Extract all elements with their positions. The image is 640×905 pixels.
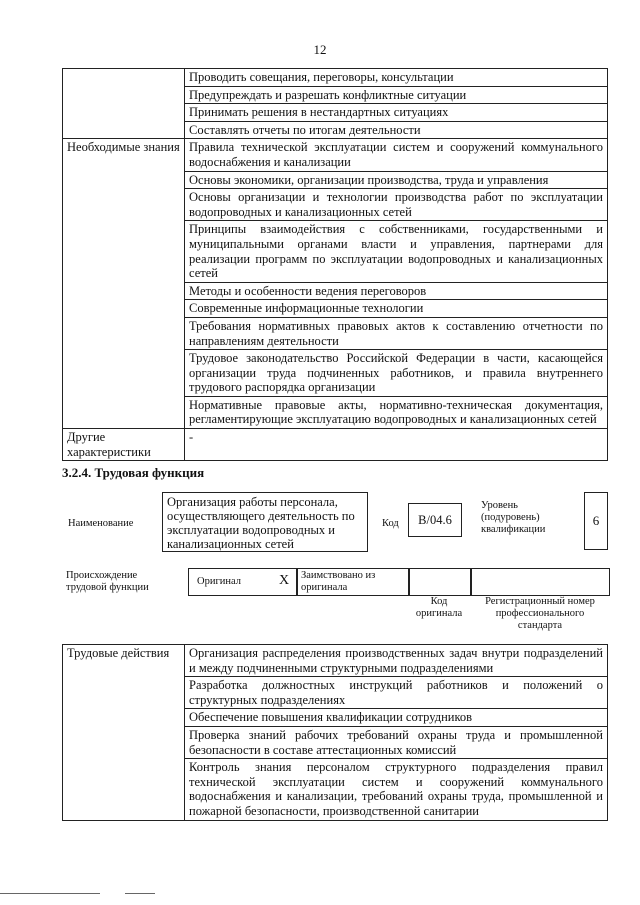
list-item: Составлять отчеты по итогам деятельности: [185, 121, 608, 139]
row-label-actions: Трудовые действия: [63, 645, 185, 821]
list-item: -: [185, 429, 608, 461]
list-item: Принципы взаимодействия с собственниками, государственными и муниципальными органами власти и управления, партнерами для реализации программ по эксплуатации водопроводных и канализационных сетей: [185, 221, 608, 282]
list-item: Правила технической эксплуатации систем и сооружений коммунального водоснабжения и канализации: [185, 139, 608, 171]
row-label-empty: [63, 69, 185, 139]
table-row: [63, 645, 608, 677]
labor-actions-table: [62, 644, 608, 821]
borrowed-label: Заимствовано из оригинала: [301, 570, 376, 593]
table-row: [63, 429, 608, 461]
list-item: Проводить совещания, переговоры, консультации: [185, 69, 608, 87]
page-number: 12: [313, 42, 327, 57]
list-item: Предупреждать и разрешать конфликтные ситуации: [185, 86, 608, 104]
name-box: [162, 492, 368, 552]
list-item: Проверка знаний рабочих требований охраны труда и промышленной безопасности в составе аттестационных комиссий: [185, 726, 608, 758]
list-item: Требования нормативных правовых актов к составлению отчетности по направлениям деятельности: [185, 317, 608, 349]
list-item: Организация распределения производственных задач внутри подразделений и между подчиненными структурными подразделениями: [185, 645, 608, 677]
original-box: [188, 568, 298, 596]
original-label: Оригинал: [197, 576, 241, 587]
list-item: Современные информационные технологии: [185, 300, 608, 318]
row-label-knowledge: Необходимые знания: [63, 139, 185, 429]
list-item: Обеспечение повышения квалификации сотрудников: [185, 709, 608, 727]
code-label: Код: [382, 518, 399, 529]
reg-number-caption: Регистрационный номер профессионального стандарта: [485, 596, 595, 631]
origin-label: Происхождение трудовой функции: [66, 570, 149, 593]
list-item: Контроль знания персоналом структурного подразделения правил технической эксплуатации систем и сооружений коммунального водоснабжения и канализации, требований охраны труда, промышленной и пожарной безопасности, производственной санитарии: [185, 759, 608, 820]
skills-knowledge-table: [62, 68, 608, 461]
list-item: Нормативные правовые акты, нормативно-техническая документация, регламентирующие эксплуатацию водопроводных и канализационных сетей: [185, 396, 608, 428]
reg-number-box: [470, 568, 610, 596]
code-box: [408, 503, 462, 537]
list-item: Основы организации и технологии производства работ по эксплуатации водопроводных и канализационных сетей: [185, 189, 608, 221]
original-mark: X: [279, 573, 290, 588]
borrowed-box: [296, 568, 410, 596]
name-value: Организация работы персонала, осуществляющего деятельность по эксплуатации водопроводных и канализационных сетей: [167, 495, 355, 551]
list-item: Принимать решения в нестандартных ситуациях: [185, 104, 608, 122]
table-row: [63, 139, 608, 171]
footer-divider: [0, 893, 100, 894]
level-label: Уровень (подуровень) квалификации: [481, 500, 546, 535]
list-item: Трудовое законодательство Российской Федерации в части, касающейся организации труда подчиненных работников, и правила внутреннего трудового распорядка организации: [185, 350, 608, 397]
code-original-box: [408, 568, 472, 596]
table-row: [63, 69, 608, 87]
level-value: 6: [592, 513, 600, 528]
code-original-caption: Код оригинала: [415, 596, 463, 619]
level-box: [584, 492, 608, 550]
row-label-other: Другие характеристики: [63, 429, 185, 461]
section-title: 3.2.4. Трудовая функция: [62, 465, 205, 480]
footer-divider-short: [125, 893, 155, 894]
list-item: Методы и особенности ведения переговоров: [185, 282, 608, 300]
code-value: B/04.6: [418, 513, 452, 527]
list-item: Основы экономики, организации производства, труда и управления: [185, 171, 608, 189]
name-label: Наименование: [68, 518, 134, 529]
list-item: Разработка должностных инструкций работников и положений о структурных подразделениях: [185, 677, 608, 709]
